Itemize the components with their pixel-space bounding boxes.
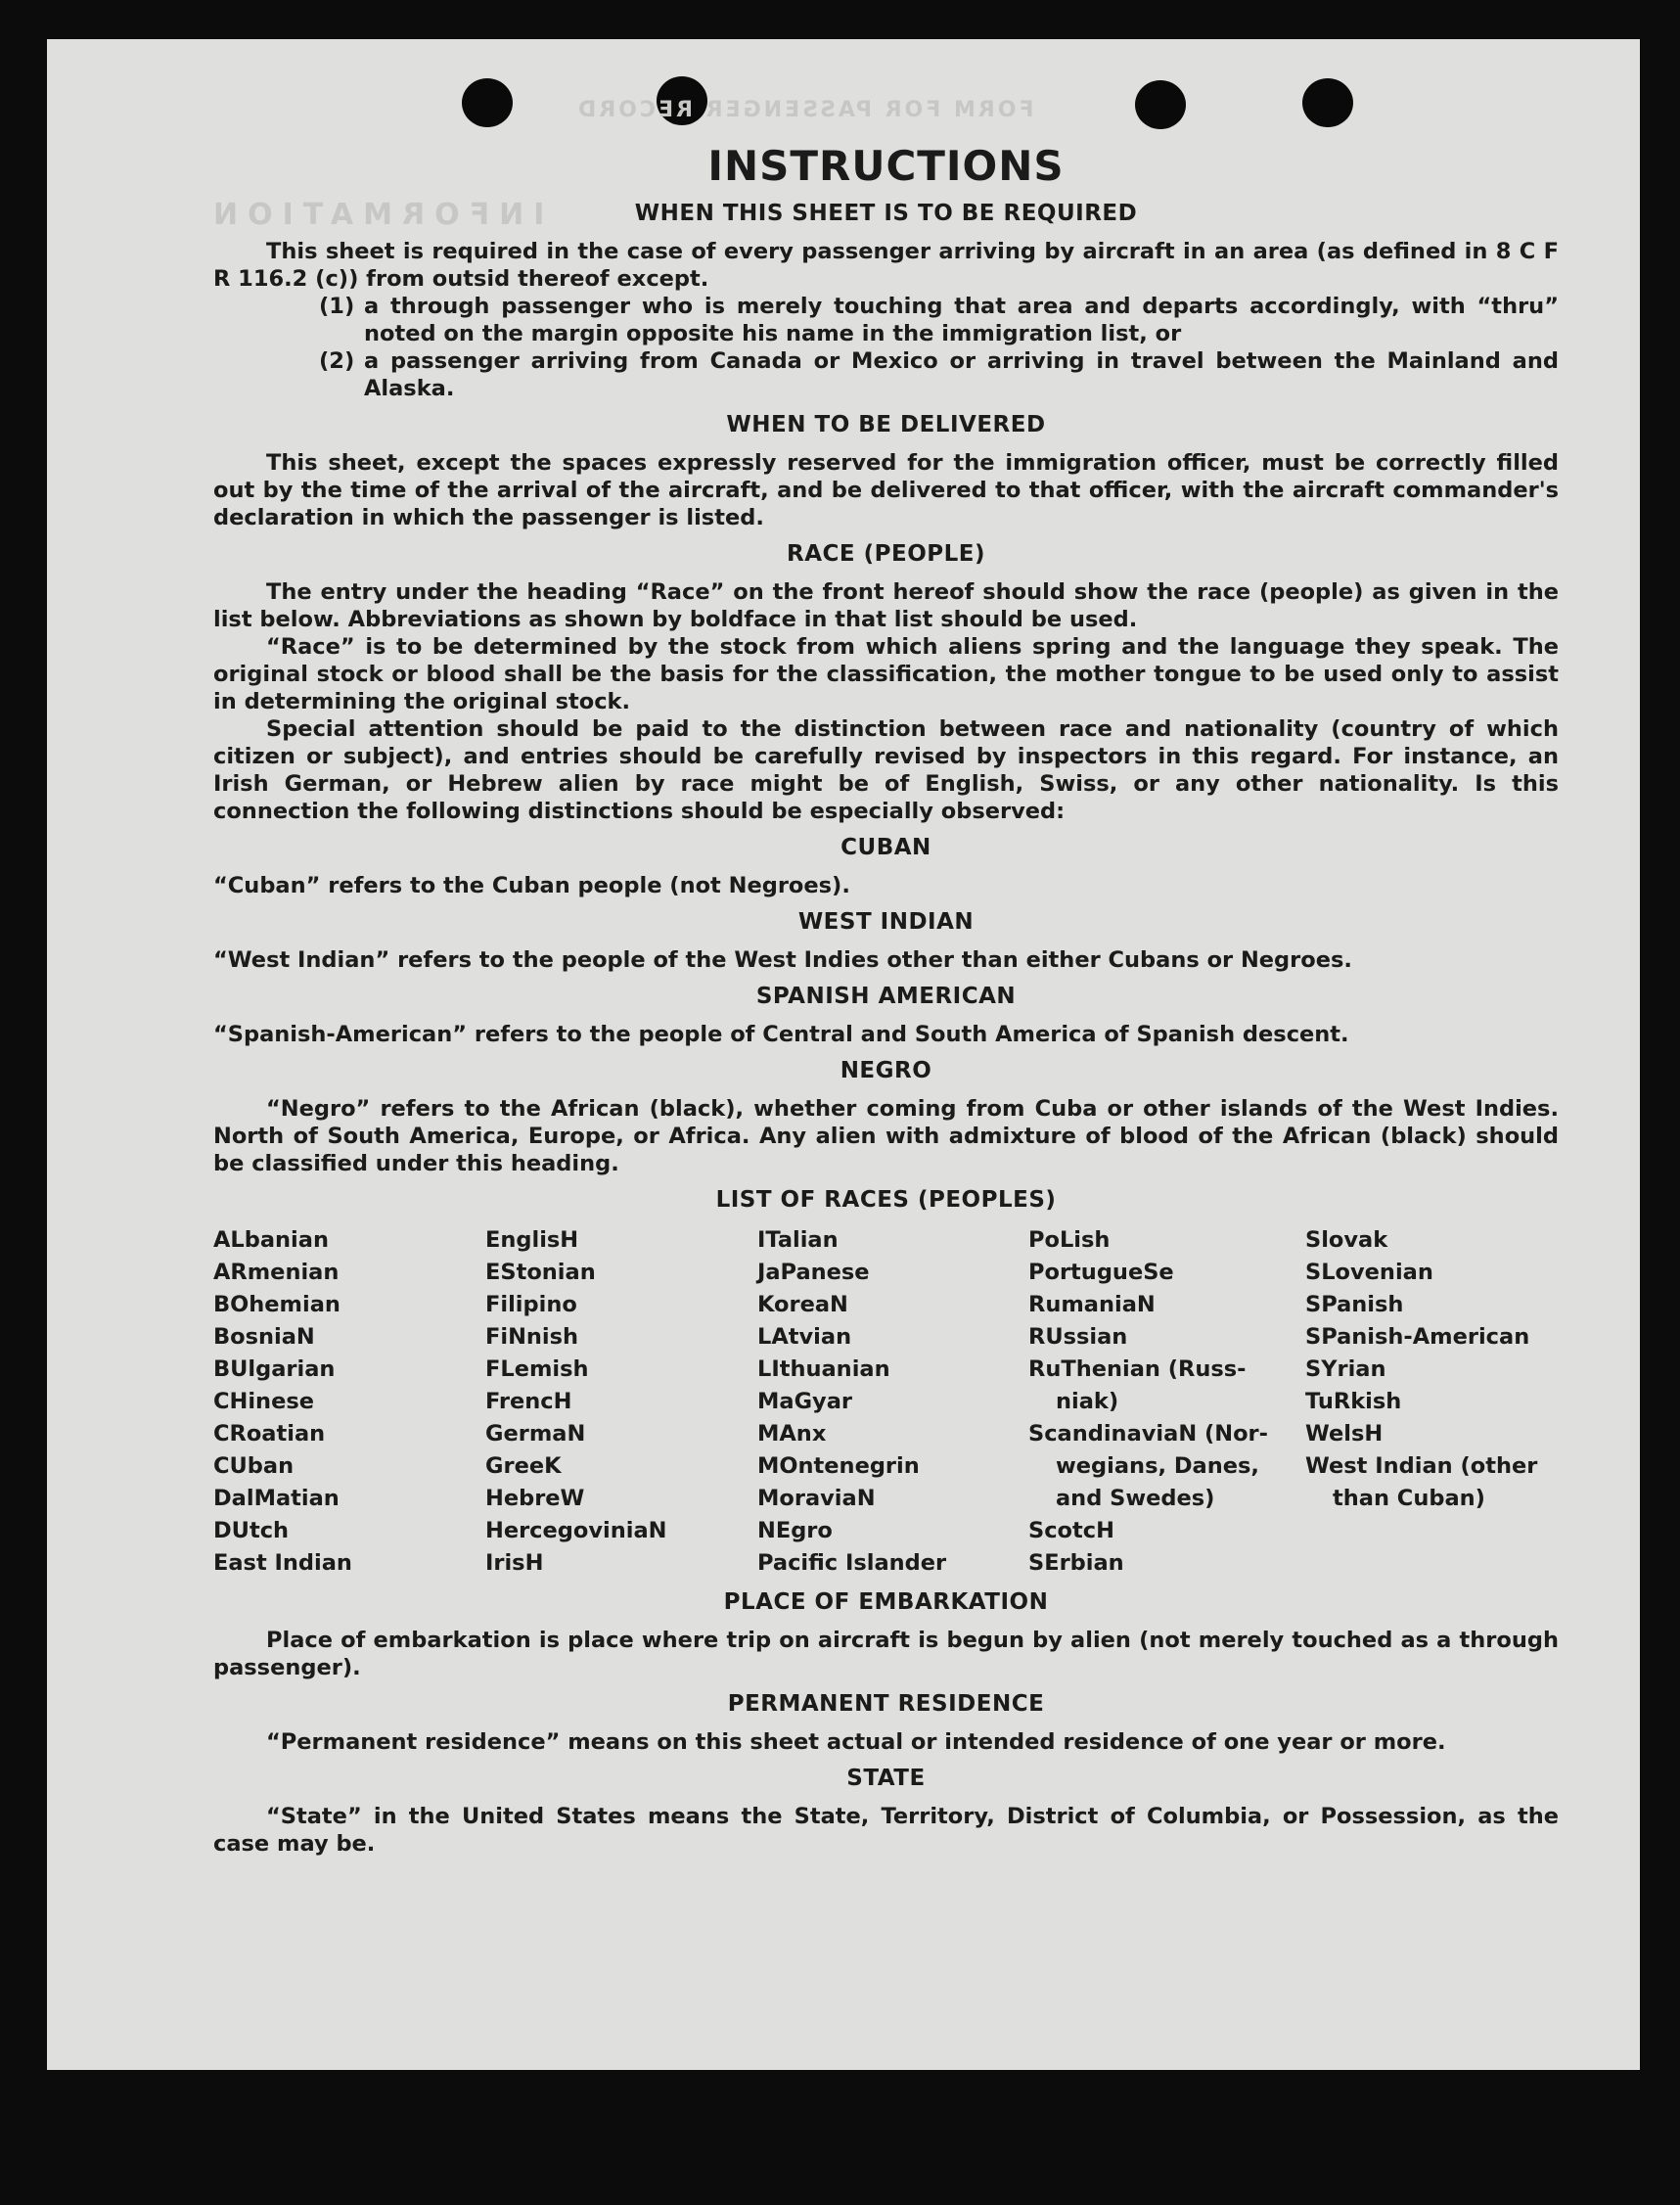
race-entry: NEgro	[757, 1518, 833, 1543]
race-entry: GermaN	[485, 1421, 586, 1447]
race-entry: LIthuanian	[757, 1356, 890, 1382]
heading-west-indian: WEST INDIAN	[797, 909, 975, 935]
race-entry: and Swedes)	[1056, 1486, 1215, 1511]
state-body: “State” in the United States means the State, Territory, District of Columbia, or Possession, as the case may be.	[213, 1804, 1559, 1857]
race-entry: FLemish	[485, 1356, 589, 1382]
item-text: a passenger arriving from Canada or Mexico or arriving in travel between the Mainland and Alaska.	[364, 348, 1559, 401]
heading-list-of-races: LIST OF RACES (PEOPLES)	[715, 1187, 1057, 1213]
race-entry: IrisH	[485, 1550, 544, 1576]
race-entry: than Cuban)	[1333, 1486, 1485, 1511]
race-paragraph: The entry under the heading “Race” on the front hereof should show the race (people) as given in the list below. Abbreviations as shown by boldface in that list should be used.	[213, 579, 1559, 632]
race-paragraph: Special attention should be paid to the distinction between race and nationality (country of which citizen or subject), and entries should be carefully revised by inspectors in this regard. For instance, an Irish German, or Hebrew alien by race might be of English, Swiss, or any other nationality. Is this connection the following distinctions should be especially observed:	[213, 716, 1559, 824]
races-column	[213, 1224, 485, 1580]
race-entry: FiNnish	[485, 1324, 579, 1350]
punch-hole	[1135, 80, 1186, 129]
item-number: (1)	[319, 294, 355, 319]
race-entry: HercegoviniaN	[485, 1518, 667, 1543]
west-indian-body: “West Indian” refers to the people of the West Indies other than either Cubans or Negroes.	[213, 947, 1352, 973]
heading-spanish-american: SPANISH AMERICAN	[755, 984, 1017, 1009]
heading-permanent-residence: PERMANENT RESIDENCE	[727, 1691, 1045, 1717]
race-entry: West Indian (other	[1305, 1453, 1538, 1479]
races-column	[1305, 1224, 1559, 1580]
race-entry: CRoatian	[213, 1421, 326, 1447]
heading-when-required: WHEN THIS SHEET IS TO BE REQUIRED	[634, 201, 1138, 226]
race-entry: Slovak	[1305, 1227, 1388, 1253]
race-entry: LAtvian	[757, 1324, 852, 1350]
race-entry: SYrian	[1305, 1356, 1386, 1382]
race-entry: BOhemian	[213, 1292, 341, 1317]
race-entry: GreeK	[485, 1453, 562, 1479]
race-entry: ARmenian	[213, 1260, 340, 1285]
race-entry: BosniaN	[213, 1324, 315, 1350]
race-entry: East Indian	[213, 1550, 352, 1576]
race-entry: SPanish-American	[1305, 1324, 1530, 1350]
race-entry: EStonian	[485, 1260, 596, 1285]
race-entry: Filipino	[485, 1292, 577, 1317]
spanish-american-body: “Spanish-American” refers to the people of Central and South America of Spanish descent.	[213, 1022, 1349, 1047]
race-entry: EnglisH	[485, 1227, 579, 1253]
race-entry: FrencH	[485, 1389, 572, 1414]
race-entry: ALbanian	[213, 1227, 329, 1253]
negro-body: “Negro” refers to the African (black), whether coming from Cuba or other islands of the West Indies. North of South America, Europe, or Africa. Any alien with admixture of blood of the African (black) should be classified under this heading.	[213, 1096, 1559, 1176]
races-column	[485, 1224, 757, 1580]
race-entry: MoraviaN	[757, 1486, 876, 1511]
race-entry: SLovenian	[1305, 1260, 1433, 1285]
bleed-through-text: FORM FOR PASSENGER RECORD	[575, 98, 1034, 122]
punch-hole	[1302, 78, 1353, 127]
race-entry: CUban	[213, 1453, 295, 1479]
race-entry: SErbian	[1028, 1550, 1124, 1576]
when-required-body: This sheet is required in the case of every passenger arriving by aircraft in an area (as defined in 8 C F R 116.2 (c)) from outsid thereof except.	[213, 239, 1559, 292]
race-entry: TuRkish	[1305, 1389, 1402, 1414]
race-entry: JaPanese	[757, 1260, 870, 1285]
race-entry: PoLish	[1028, 1227, 1111, 1253]
races-column	[757, 1224, 1028, 1580]
heading-cuban: CUBAN	[840, 835, 931, 860]
instructions-text	[213, 142, 1559, 1858]
race-entry: BUlgarian	[213, 1356, 336, 1382]
document-page	[47, 39, 1640, 2070]
item-text: a through passenger who is merely touching that area and departs accordingly, with “thru” noted on the margin opposite his name in the immigration list, or	[364, 294, 1559, 346]
race-entry: niak)	[1056, 1389, 1119, 1414]
race-entry: MaGyar	[757, 1389, 852, 1414]
race-entry: HebreW	[485, 1486, 585, 1511]
race-entry: RumaniaN	[1028, 1292, 1156, 1317]
race-entry: CHinese	[213, 1389, 314, 1414]
race-entry: SPanish	[1305, 1292, 1404, 1317]
page-title: INSTRUCTIONS	[707, 142, 1065, 190]
item-number: (2)	[319, 348, 355, 374]
race-entry: DalMatian	[213, 1486, 340, 1511]
races-list	[213, 1224, 1559, 1580]
heading-race: RACE (PEOPLE)	[787, 541, 985, 567]
races-column	[1028, 1224, 1305, 1580]
heading-when-delivered: WHEN TO BE DELIVERED	[726, 412, 1046, 437]
punch-hole	[462, 78, 513, 127]
race-entry: ScotcH	[1028, 1518, 1114, 1543]
race-entry: MOntenegrin	[757, 1453, 920, 1479]
heading-place-of-embarkation: PLACE OF EMBARKATION	[723, 1589, 1049, 1615]
when-delivered-body: This sheet, except the spaces expressly reserved for the immigration officer, must be correctly filled out by the time of the arrival of the aircraft, and be delivered to that officer, with the aircraft commander's declaration in which the passenger is listed.	[213, 450, 1559, 530]
race-entry: MAnx	[757, 1421, 827, 1447]
race-entry: PortugueSe	[1028, 1260, 1174, 1285]
race-paragraph: “Race” is to be determined by the stock from which aliens spring and the language they speak. The original stock or blood shall be the basis for the classification, the mother tongue to be used only to assist in determining the original stock.	[213, 634, 1559, 714]
bleed-through-text: INFORMATION	[204, 198, 545, 232]
race-entry: ITalian	[757, 1227, 839, 1253]
race-entry: WelsH	[1305, 1421, 1384, 1447]
race-entry: DUtch	[213, 1518, 290, 1543]
race-entry: wegians, Danes,	[1056, 1453, 1259, 1479]
race-entry: RuThenian (Russ-	[1028, 1356, 1247, 1382]
race-entry: RUssian	[1028, 1324, 1128, 1350]
race-entry: KoreaN	[757, 1292, 848, 1317]
race-entry: ScandinaviaN (Nor-	[1028, 1421, 1268, 1447]
permanent-residence-body: “Permanent residence” means on this sheet actual or intended residence of one year or more.	[266, 1729, 1446, 1755]
heading-negro: NEGRO	[840, 1058, 932, 1083]
race-entry: Pacific Islander	[757, 1550, 947, 1576]
cuban-body: “Cuban” refers to the Cuban people (not Negroes).	[213, 873, 850, 898]
heading-state: STATE	[846, 1766, 926, 1791]
list-item	[319, 293, 1559, 347]
place-of-embarkation-body: Place of embarkation is place where trip on aircraft is begun by alien (not merely touched as a through passenger).	[213, 1628, 1559, 1680]
list-item	[319, 347, 1559, 402]
